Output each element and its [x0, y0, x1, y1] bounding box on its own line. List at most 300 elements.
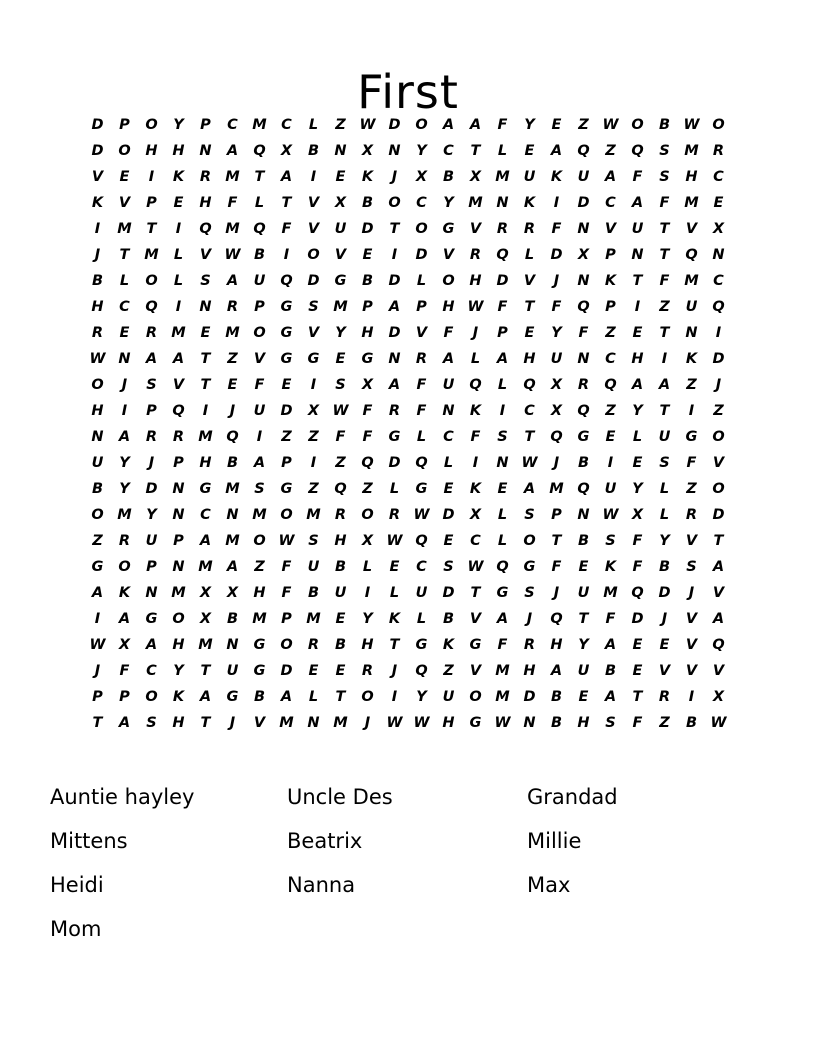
grid-letter: E: [335, 169, 346, 185]
grid-letter: C: [443, 429, 454, 445]
grid-letter: V: [712, 455, 725, 471]
grid-letter: G: [685, 429, 698, 445]
grid-letter: Q: [496, 247, 509, 263]
grid-letter: J: [94, 663, 101, 679]
grid-letter: U: [334, 585, 347, 601]
grid-letter: K: [118, 585, 131, 601]
grid-letter: G: [226, 689, 239, 705]
grid-letter: F: [416, 377, 427, 393]
grid-letter: E: [281, 377, 292, 393]
grid-letter: Q: [496, 559, 509, 575]
grid-letter: F: [281, 559, 292, 575]
grid-letter: Q: [226, 429, 239, 445]
grid-letter: Q: [523, 377, 536, 393]
grid-letter: A: [496, 611, 509, 627]
grid-letter: A: [442, 351, 455, 367]
grid-letter: A: [388, 377, 401, 393]
word-item: Uncle Des: [287, 785, 393, 809]
grid-letter: C: [713, 273, 724, 289]
grid-letter: P: [119, 117, 130, 133]
grid-letter: F: [443, 325, 454, 341]
grid-letter: Q: [631, 585, 644, 601]
grid-letter: Z: [686, 377, 697, 393]
grid-letter: Y: [551, 325, 562, 341]
grid-letter: H: [199, 195, 212, 211]
grid-letter: L: [632, 429, 643, 445]
grid-letter: H: [550, 637, 563, 653]
grid-letter: L: [119, 273, 130, 289]
grid-letter: J: [526, 611, 533, 627]
grid-letter: M: [549, 481, 564, 497]
grid-letter: B: [577, 533, 590, 549]
grid-letter: H: [145, 143, 158, 159]
grid-letter: J: [148, 455, 155, 471]
grid-letter: E: [524, 325, 535, 341]
grid-letter: D: [280, 663, 293, 679]
grid-letter: D: [388, 325, 401, 341]
word-item: Mom: [50, 917, 102, 941]
grid-letter: A: [253, 455, 266, 471]
grid-letter: Q: [469, 377, 482, 393]
grid-letter: Q: [334, 481, 347, 497]
grid-letter: A: [145, 637, 158, 653]
grid-letter: Y: [632, 481, 643, 497]
grid-letter: R: [388, 403, 401, 419]
grid-letter: M: [333, 715, 348, 731]
grid-letter: M: [333, 299, 348, 315]
grid-letter: Z: [605, 143, 616, 159]
grid-letter: M: [468, 195, 483, 211]
grid-letter: F: [578, 325, 589, 341]
grid-letter: K: [91, 195, 104, 211]
grid-letter: L: [497, 533, 508, 549]
grid-letter: M: [198, 559, 213, 575]
grid-letter: B: [91, 273, 104, 289]
grid-letter: O: [631, 117, 644, 133]
grid-letter: L: [659, 507, 670, 523]
grid-letter: S: [335, 377, 346, 393]
grid-letter: N: [226, 507, 239, 523]
grid-letter: T: [389, 221, 400, 237]
grid-letter: M: [306, 507, 321, 523]
grid-letter: M: [252, 117, 267, 133]
grid-letter: V: [307, 195, 320, 211]
grid-letter: S: [254, 481, 265, 497]
grid-letter: D: [496, 273, 509, 289]
grid-letter: O: [712, 117, 725, 133]
grid-letter: O: [523, 533, 536, 549]
grid-letter: A: [280, 169, 293, 185]
grid-letter: A: [604, 637, 617, 653]
grid-letter: H: [523, 663, 536, 679]
grid-letter: Q: [577, 143, 590, 159]
grid-letter: Z: [659, 299, 670, 315]
grid-letter: L: [659, 481, 670, 497]
grid-letter: R: [415, 351, 428, 367]
grid-letter: A: [550, 143, 563, 159]
grid-letter: V: [415, 325, 428, 341]
grid-letter: I: [94, 221, 101, 237]
grid-letter: M: [225, 533, 240, 549]
grid-letter: Y: [578, 637, 589, 653]
grid-letter: F: [119, 663, 130, 679]
grid-letter: D: [307, 273, 320, 289]
grid-letter: P: [497, 325, 508, 341]
grid-letter: B: [658, 117, 671, 133]
grid-letter: P: [281, 611, 292, 627]
grid-letter: W: [332, 403, 349, 419]
grid-letter: B: [361, 273, 374, 289]
grid-letter: A: [712, 559, 725, 575]
grid-letter: L: [443, 455, 454, 471]
grid-letter: I: [175, 299, 182, 315]
grid-letter: E: [335, 663, 346, 679]
grid-letter: I: [688, 689, 695, 705]
grid-letter: J: [391, 663, 398, 679]
grid-letter: E: [335, 351, 346, 367]
grid-letter: U: [631, 221, 644, 237]
grid-letter: F: [551, 221, 562, 237]
grid-letter: N: [307, 715, 320, 731]
grid-letter: T: [281, 195, 292, 211]
word-column: [527, 780, 727, 956]
grid-letter: I: [256, 429, 263, 445]
word-item: Millie: [527, 829, 582, 853]
grid-letter: H: [442, 715, 455, 731]
grid-letter: G: [496, 585, 509, 601]
grid-letter: V: [685, 533, 698, 549]
grid-letter: C: [227, 117, 238, 133]
grid-letter: O: [118, 143, 131, 159]
grid-letter: B: [307, 143, 320, 159]
grid-letter: R: [145, 429, 158, 445]
grid-letter: O: [361, 689, 374, 705]
grid-letter: W: [521, 455, 538, 471]
grid-letter: V: [685, 611, 698, 627]
grid-letter: K: [442, 637, 455, 653]
grid-letter: E: [551, 117, 562, 133]
grid-letter: D: [442, 507, 455, 523]
grid-letter: N: [577, 351, 590, 367]
grid-letter: V: [307, 325, 320, 341]
grid-letter: W: [413, 507, 430, 523]
grid-letter: U: [307, 559, 320, 575]
grid-letter: B: [334, 559, 347, 575]
grid-letter: R: [496, 221, 509, 237]
grid-letter: L: [416, 273, 427, 289]
grid-letter: S: [605, 533, 616, 549]
grid-letter: A: [226, 143, 239, 159]
grid-letter: W: [386, 715, 403, 731]
grid-letter: T: [551, 533, 562, 549]
grid-letter: N: [91, 429, 104, 445]
grid-letter: E: [659, 637, 670, 653]
grid-letter: K: [469, 481, 482, 497]
grid-letter: V: [469, 663, 482, 679]
grid-letter: G: [577, 429, 590, 445]
grid-letter: L: [497, 143, 508, 159]
grid-letter: A: [604, 169, 617, 185]
grid-letter: J: [229, 715, 236, 731]
grid-letter: Q: [361, 455, 374, 471]
grid-letter: F: [632, 533, 643, 549]
grid-letter: U: [658, 429, 671, 445]
grid-letter: U: [604, 481, 617, 497]
grid-letter: F: [632, 559, 643, 575]
grid-letter: T: [200, 715, 211, 731]
grid-letter: Z: [335, 455, 346, 471]
grid-letter: J: [391, 169, 398, 185]
grid-letter: V: [172, 377, 185, 393]
grid-letter: A: [550, 663, 563, 679]
grid-letter: Y: [443, 195, 454, 211]
grid-letter: K: [523, 195, 536, 211]
grid-letter: G: [469, 715, 482, 731]
grid-letter: Z: [578, 117, 589, 133]
grid-letter: Z: [92, 533, 103, 549]
word-list: [50, 780, 727, 956]
grid-letter: Q: [253, 221, 266, 237]
grid-letter: D: [145, 481, 158, 497]
grid-letter: X: [631, 507, 644, 523]
grid-letter: T: [578, 611, 589, 627]
grid-letter: J: [472, 325, 479, 341]
grid-letter: D: [388, 455, 401, 471]
grid-letter: U: [415, 585, 428, 601]
grid-letter: A: [118, 611, 131, 627]
grid-letter: P: [200, 117, 211, 133]
grid-letter: P: [92, 689, 103, 705]
grid-letter: H: [469, 273, 482, 289]
grid-letter: S: [524, 585, 535, 601]
grid-letter: S: [605, 715, 616, 731]
grid-letter: H: [253, 585, 266, 601]
grid-letter: P: [173, 533, 184, 549]
grid-letter: U: [577, 663, 590, 679]
grid-letter: N: [523, 715, 536, 731]
grid-letter: Z: [254, 559, 265, 575]
grid-letter: M: [225, 221, 240, 237]
grid-letter: M: [171, 325, 186, 341]
grid-letter: D: [658, 585, 671, 601]
grid-letter: F: [659, 195, 670, 211]
grid-letter: Y: [173, 663, 184, 679]
grid-letter: X: [280, 143, 293, 159]
grid-letter: A: [226, 559, 239, 575]
grid-letter: U: [226, 663, 239, 679]
grid-letter: L: [173, 273, 184, 289]
grid-letter: F: [632, 715, 643, 731]
grid-letter: K: [388, 611, 401, 627]
grid-letter: D: [550, 247, 563, 263]
grid-letter: W: [413, 715, 430, 731]
grid-letter: H: [523, 351, 536, 367]
grid-letter: U: [253, 273, 266, 289]
grid-letter: Z: [605, 403, 616, 419]
grid-letter: V: [253, 351, 266, 367]
grid-letter: M: [198, 637, 213, 653]
grid-letter: S: [146, 715, 157, 731]
grid-letter: W: [494, 715, 511, 731]
grid-letter: F: [659, 273, 670, 289]
grid-letter: U: [577, 585, 590, 601]
grid-letter: V: [469, 221, 482, 237]
grid-letter: E: [578, 559, 589, 575]
grid-letter: U: [253, 403, 266, 419]
grid-letter: X: [361, 533, 374, 549]
grid-letter: M: [495, 689, 510, 705]
grid-letter: H: [199, 455, 212, 471]
grid-letter: N: [631, 247, 644, 263]
grid-letter: F: [281, 585, 292, 601]
grid-letter: T: [524, 429, 535, 445]
grid-letter: N: [388, 143, 401, 159]
grid-letter: A: [523, 481, 536, 497]
grid-letter: P: [362, 299, 373, 315]
grid-letter: R: [658, 689, 671, 705]
grid-letter: M: [252, 611, 267, 627]
grid-letter: Z: [605, 325, 616, 341]
grid-letter: V: [685, 221, 698, 237]
grid-letter: N: [172, 481, 185, 497]
grid-letter: C: [119, 299, 130, 315]
grid-letter: I: [607, 455, 614, 471]
grid-letter: B: [253, 689, 266, 705]
grid-letter: Y: [659, 533, 670, 549]
grid-letter: N: [496, 455, 509, 471]
grid-letter: E: [632, 637, 643, 653]
grid-letter: J: [688, 585, 695, 601]
grid-letter: M: [684, 195, 699, 211]
grid-letter: Q: [604, 377, 617, 393]
grid-letter: M: [684, 273, 699, 289]
grid-letter: N: [145, 585, 158, 601]
grid-letter: R: [199, 169, 212, 185]
grid-letter: K: [361, 169, 374, 185]
grid-letter: T: [659, 325, 670, 341]
grid-letter: Z: [713, 403, 724, 419]
grid-letter: J: [553, 585, 560, 601]
grid-letter: F: [551, 299, 562, 315]
grid-letter: Q: [550, 429, 563, 445]
word-item: Grandad: [527, 785, 618, 809]
grid-letter: O: [253, 325, 266, 341]
grid-letter: X: [118, 637, 131, 653]
grid-letter: C: [416, 559, 427, 575]
grid-letter: B: [334, 637, 347, 653]
grid-letter: F: [497, 117, 508, 133]
grid-letter: Z: [362, 481, 373, 497]
grid-letter: E: [632, 325, 643, 341]
grid-letter: B: [442, 169, 455, 185]
grid-letter: I: [715, 325, 722, 341]
grid-letter: G: [253, 663, 266, 679]
grid-letter: N: [118, 351, 131, 367]
grid-letter: F: [551, 559, 562, 575]
grid-letter: Z: [308, 481, 319, 497]
grid-letter: V: [712, 585, 725, 601]
grid-letter: M: [684, 143, 699, 159]
grid-letter: I: [310, 169, 317, 185]
grid-letter: G: [388, 429, 401, 445]
grid-letter: X: [415, 169, 428, 185]
grid-letter: H: [631, 351, 644, 367]
grid-letter: M: [171, 585, 186, 601]
grid-letter: E: [173, 195, 184, 211]
grid-letter: X: [550, 403, 563, 419]
grid-letter: I: [94, 611, 101, 627]
grid-letter: G: [280, 299, 293, 315]
grid-letter: X: [577, 247, 590, 263]
grid-letter: U: [523, 169, 536, 185]
grid-letter: M: [117, 507, 132, 523]
grid-letter: R: [226, 299, 239, 315]
grid-letter: J: [661, 611, 668, 627]
word-item: Mittens: [50, 829, 128, 853]
grid-letter: H: [91, 403, 104, 419]
grid-letter: R: [469, 247, 482, 263]
grid-letter: A: [91, 585, 104, 601]
grid-letter: M: [225, 325, 240, 341]
grid-letter: W: [224, 247, 241, 263]
grid-letter: S: [200, 273, 211, 289]
grid-letter: O: [712, 481, 725, 497]
grid-letter: X: [712, 689, 725, 705]
grid-letter: S: [308, 533, 319, 549]
grid-letter: H: [361, 325, 374, 341]
grid-letter: P: [254, 299, 265, 315]
grid-letter: M: [225, 169, 240, 185]
grid-letter: E: [443, 533, 454, 549]
grid-letter: Y: [416, 143, 427, 159]
grid-letter: U: [145, 533, 158, 549]
grid-letter: O: [91, 507, 104, 523]
grid-letter: W: [467, 299, 484, 315]
grid-letter: T: [200, 351, 211, 367]
grid-letter: L: [362, 559, 373, 575]
grid-letter: G: [442, 221, 455, 237]
grid-letter: H: [685, 169, 698, 185]
grid-letter: T: [659, 221, 670, 237]
grid-letter: G: [415, 481, 428, 497]
grid-letter: S: [443, 559, 454, 575]
grid-letter: V: [523, 273, 536, 289]
grid-letter: O: [280, 637, 293, 653]
grid-letter: T: [470, 585, 481, 601]
grid-letter: O: [280, 507, 293, 523]
grid-letter: R: [118, 533, 131, 549]
word-item: Max: [527, 873, 571, 897]
grid-letter: J: [94, 247, 101, 263]
grid-letter: G: [415, 637, 428, 653]
grid-letter: X: [199, 585, 212, 601]
grid-letter: V: [712, 663, 725, 679]
grid-letter: W: [359, 117, 376, 133]
grid-letter: W: [386, 533, 403, 549]
grid-letter: F: [497, 299, 508, 315]
grid-letter: E: [713, 195, 724, 211]
grid-letter: S: [659, 143, 670, 159]
grid-letter: E: [119, 325, 130, 341]
grid-letter: L: [470, 351, 481, 367]
grid-letter: G: [253, 637, 266, 653]
grid-letter: H: [361, 637, 374, 653]
grid-letter: G: [145, 611, 158, 627]
grid-letter: W: [89, 637, 106, 653]
grid-letter: V: [469, 611, 482, 627]
grid-letter: E: [443, 481, 454, 497]
grid-letter: P: [551, 507, 562, 523]
